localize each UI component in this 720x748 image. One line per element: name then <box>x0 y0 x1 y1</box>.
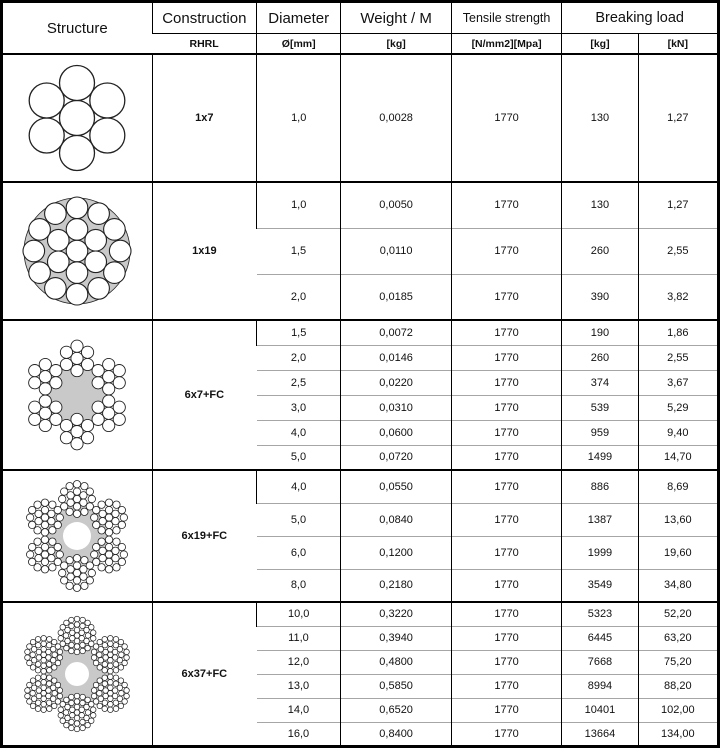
diameter-cell: 1,0 <box>257 182 341 228</box>
tensile-cell: 1770 <box>451 370 561 395</box>
structure-diagram-6x37 <box>17 614 137 734</box>
load-kg-cell: 1499 <box>562 445 638 470</box>
tensile-cell: 1770 <box>451 320 561 345</box>
structure-diagram-6x7 <box>17 335 137 455</box>
weight-cell: 0,6520 <box>341 698 451 722</box>
load-kg-cell: 190 <box>562 320 638 345</box>
tensile-cell: 1770 <box>451 626 561 650</box>
diameter-cell: 1,5 <box>257 228 341 274</box>
weight-cell: 0,0310 <box>341 395 451 420</box>
structure-diagram-6x19 <box>17 476 137 596</box>
diameter-cell: 2,0 <box>257 274 341 320</box>
tensile-cell: 1770 <box>451 569 561 602</box>
header-structure: Structure <box>2 2 153 55</box>
structure-cell-1x19 <box>2 182 153 320</box>
tensile-cell: 1770 <box>451 274 561 320</box>
diameter-cell: 12,0 <box>257 650 341 674</box>
load-kn-cell: 34,80 <box>638 569 718 602</box>
load-kg-cell: 13664 <box>562 722 638 746</box>
table-row <box>2 182 719 228</box>
load-kn-cell: 3,82 <box>638 274 718 320</box>
load-kn-cell: 1,27 <box>638 182 718 228</box>
tensile-cell: 1770 <box>451 698 561 722</box>
weight-cell: 0,0220 <box>341 370 451 395</box>
load-kg-cell: 260 <box>562 345 638 370</box>
tensile-cell: 1770 <box>451 470 561 503</box>
load-kn-cell: 1,27 <box>638 54 718 182</box>
load-kg-cell: 260 <box>562 228 638 274</box>
load-kg-cell: 1387 <box>562 503 638 536</box>
tensile-cell: 1770 <box>451 674 561 698</box>
load-kn-cell: 2,55 <box>638 228 718 274</box>
weight-cell: 0,3940 <box>341 626 451 650</box>
load-kn-cell: 52,20 <box>638 602 718 626</box>
tensile-cell: 1770 <box>451 503 561 536</box>
header-breaking-kg-sub: [kg] <box>562 34 638 55</box>
weight-cell: 0,5850 <box>341 674 451 698</box>
load-kg-cell: 390 <box>562 274 638 320</box>
weight-cell: 0,4800 <box>341 650 451 674</box>
diameter-cell: 2,0 <box>257 345 341 370</box>
header-construction-sub: RHRL <box>152 34 256 55</box>
load-kg-cell: 7668 <box>562 650 638 674</box>
load-kn-cell: 2,55 <box>638 345 718 370</box>
weight-cell: 0,0028 <box>341 54 451 182</box>
load-kg-cell: 886 <box>562 470 638 503</box>
load-kn-cell: 63,20 <box>638 626 718 650</box>
diameter-cell: 6,0 <box>257 536 341 569</box>
tensile-cell: 1770 <box>451 445 561 470</box>
tensile-cell: 1770 <box>451 54 561 182</box>
structure-cell-6x37 <box>2 602 153 746</box>
weight-cell: 0,1200 <box>341 536 451 569</box>
tensile-cell: 1770 <box>451 182 561 228</box>
header-breaking-kn-sub: [kN] <box>638 34 718 55</box>
construction-cell: 1x19 <box>152 182 256 320</box>
structure-diagram-1x7 <box>17 58 137 178</box>
diameter-cell: 1,5 <box>257 320 341 345</box>
load-kg-cell: 10401 <box>562 698 638 722</box>
tensile-cell: 1770 <box>451 228 561 274</box>
tensile-cell: 1770 <box>451 602 561 626</box>
structure-cell-1x7 <box>2 54 153 182</box>
tensile-cell: 1770 <box>451 345 561 370</box>
load-kg-cell: 374 <box>562 370 638 395</box>
header-breaking-load: Breaking load <box>562 2 719 34</box>
diameter-cell: 3,0 <box>257 395 341 420</box>
load-kn-cell: 5,29 <box>638 395 718 420</box>
load-kg-cell: 5323 <box>562 602 638 626</box>
weight-cell: 0,0720 <box>341 445 451 470</box>
weight-cell: 0,0110 <box>341 228 451 274</box>
load-kg-cell: 8994 <box>562 674 638 698</box>
header-weight: Weight / M <box>341 2 451 34</box>
load-kg-cell: 130 <box>562 54 638 182</box>
load-kg-cell: 6445 <box>562 626 638 650</box>
header-construction: Construction <box>152 2 256 34</box>
load-kn-cell: 88,20 <box>638 674 718 698</box>
load-kn-cell: 1,86 <box>638 320 718 345</box>
weight-cell: 0,8400 <box>341 722 451 746</box>
structure-diagram-1x19 <box>17 191 137 311</box>
weight-cell: 0,0050 <box>341 182 451 228</box>
diameter-cell: 4,0 <box>257 420 341 445</box>
construction-cell: 6x7+FC <box>152 320 256 470</box>
table-row <box>2 470 719 503</box>
load-kn-cell: 9,40 <box>638 420 718 445</box>
weight-cell: 0,0072 <box>341 320 451 345</box>
weight-cell: 0,0185 <box>341 274 451 320</box>
tensile-cell: 1770 <box>451 395 561 420</box>
tensile-cell: 1770 <box>451 650 561 674</box>
diameter-cell: 16,0 <box>257 722 341 746</box>
weight-cell: 0,0550 <box>341 470 451 503</box>
construction-cell: 1x7 <box>152 54 256 182</box>
diameter-cell: 11,0 <box>257 626 341 650</box>
diameter-cell: 1,0 <box>257 54 341 182</box>
load-kn-cell: 19,60 <box>638 536 718 569</box>
diameter-cell: 13,0 <box>257 674 341 698</box>
header-diameter-sub: Ø[mm] <box>257 34 341 55</box>
header-row-main <box>2 2 719 34</box>
load-kg-cell: 959 <box>562 420 638 445</box>
construction-cell: 6x19+FC <box>152 470 256 602</box>
load-kn-cell: 8,69 <box>638 470 718 503</box>
table-row <box>2 320 719 345</box>
header-tensile-sub: [N/mm2][Mpa] <box>451 34 561 55</box>
diameter-cell: 5,0 <box>257 503 341 536</box>
diameter-cell: 8,0 <box>257 569 341 602</box>
load-kn-cell: 102,00 <box>638 698 718 722</box>
load-kg-cell: 539 <box>562 395 638 420</box>
table-row <box>2 54 719 182</box>
construction-cell: 6x37+FC <box>152 602 256 746</box>
diameter-cell: 4,0 <box>257 470 341 503</box>
diameter-cell: 5,0 <box>257 445 341 470</box>
structure-cell-6x7 <box>2 320 153 470</box>
load-kg-cell: 3549 <box>562 569 638 602</box>
tensile-cell: 1770 <box>451 722 561 746</box>
tensile-cell: 1770 <box>451 536 561 569</box>
weight-cell: 0,3220 <box>341 602 451 626</box>
load-kn-cell: 3,67 <box>638 370 718 395</box>
weight-cell: 0,0840 <box>341 503 451 536</box>
table-row <box>2 602 719 626</box>
weight-cell: 0,0600 <box>341 420 451 445</box>
diameter-cell: 14,0 <box>257 698 341 722</box>
load-kg-cell: 130 <box>562 182 638 228</box>
header-diameter: Diameter <box>257 2 341 34</box>
load-kn-cell: 75,20 <box>638 650 718 674</box>
diameter-cell: 2,5 <box>257 370 341 395</box>
diameter-cell: 10,0 <box>257 602 341 626</box>
load-kn-cell: 134,00 <box>638 722 718 746</box>
load-kn-cell: 13,60 <box>638 503 718 536</box>
load-kg-cell: 1999 <box>562 536 638 569</box>
header-tensile-strength: Tensile strength <box>451 2 561 34</box>
header-weight-sub: [kg] <box>341 34 451 55</box>
weight-cell: 0,0146 <box>341 345 451 370</box>
load-kn-cell: 14,70 <box>638 445 718 470</box>
weight-cell: 0,2180 <box>341 569 451 602</box>
tensile-cell: 1770 <box>451 420 561 445</box>
structure-cell-6x19 <box>2 470 153 602</box>
